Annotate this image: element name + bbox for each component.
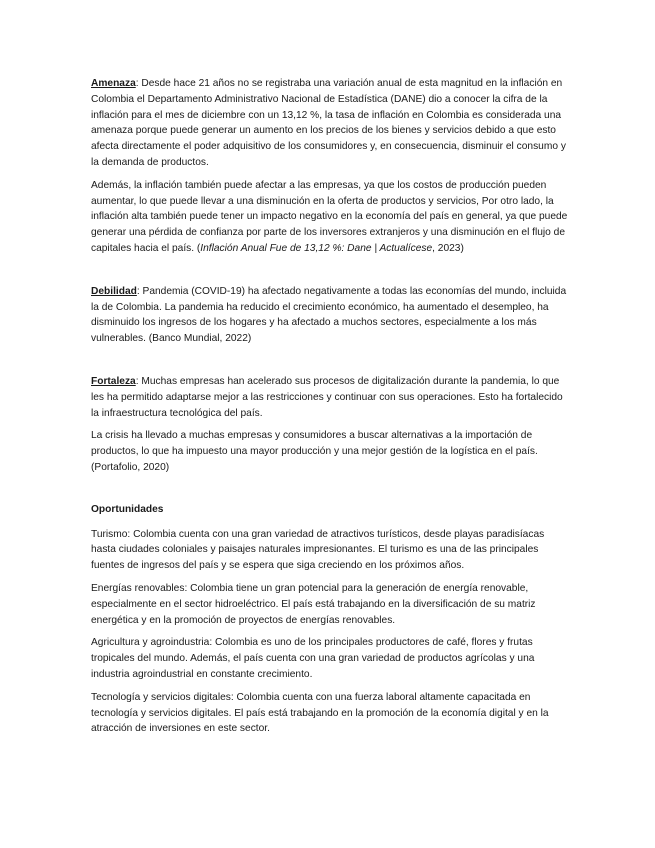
citation-end: , 2023) bbox=[432, 242, 464, 254]
amenaza-paragraph bbox=[91, 76, 569, 171]
oportunidad-item: Energías renovables: Colombia tiene un gran potencial para la generación de energía renovable, especialmente en el sector hidroeléctrico. El país está trabajando en la diversificación de su matriz energética y en la promoción de proyectos de energías renovables. bbox=[91, 582, 536, 626]
document-body bbox=[91, 76, 569, 744]
crisis-text: La crisis ha llevado a muchas empresas y consumidores a buscar alternativas a la importación de productos, lo que ha impuesto una mayor producción y una mejor gestión de la logística en el país. (Portafolio, 2020) bbox=[91, 430, 538, 473]
crisis-paragraph bbox=[91, 428, 569, 475]
debilidad-label: Debilidad bbox=[91, 285, 137, 297]
oportunidad-item: Turismo: Colombia cuenta con una gran variedad de atractivos turísticos, desde playas paradisíacas hasta ciudades coloniales y paisajes naturales impresionantes. El turismo es una de las principales fuentes de ingresos del país y se espera que siga creciendo en los próximos años. bbox=[91, 528, 545, 572]
citation-title: Inflación Anual Fue de 13,12 %: Dane | Actualícese bbox=[200, 242, 433, 254]
amenaza-text: : Desde hace 21 años no se registraba una variación anual de esta magnitud en la inflación en Colombia el Departamento Administrativo Nacional de Estadística (DANE) dio a conocer la cifra de la inflación para el mes de diciembre con un 13,12 %, la tasa de inflación en Colombia es considerada una amenaza porque puede generar un aumento en los precios de los bienes y servicios debido a que esto afecta directamente el poder adquisitivo de los consumidores y, en consecuencia, disminuir el consumo y la demanda de productos. bbox=[91, 78, 566, 168]
fortaleza-paragraph bbox=[91, 374, 569, 421]
fortaleza-label: Fortaleza bbox=[91, 375, 136, 387]
fortaleza-text: : Muchas empresas han acelerado sus procesos de digitalización durante la pandemia, lo que les ha permitido adaptarse mejor a las restricciones y continuar con sus operaciones. Esto ha fortalecido la infraestructura tecnológica del país. bbox=[91, 375, 563, 419]
debilidad-paragraph bbox=[91, 284, 569, 347]
empresas-text: Además, la inflación también puede afectar a las empresas, ya que los costos de producción pueden aumentar, lo que puede llevar a una disminución en la oferta de productos y servicios, Por otro lado, la inflación alta también puede tener un impacto negativo en la economía del país en general, ya que puede generar una pérdida de confianza por parte de los inversores extranjeros y una disminución en el flujo de capitales hacia el país. ( bbox=[91, 179, 568, 254]
empresas-paragraph bbox=[91, 178, 569, 257]
amenaza-label: Amenaza bbox=[91, 78, 136, 89]
oportunidad-item: Tecnología y servicios digitales: Colombia cuenta con una fuerza laboral altamente capacitada en tecnología y servicios digitales. El país está trabajando en la promoción de la economía digital y en la atracción de inversiones en este sector. bbox=[91, 691, 549, 735]
oportunidad-item: Agricultura y agroindustria: Colombia es uno de los principales productores de café, flores y frutas tropicales del mundo. Además, el país cuenta con una gran variedad de productos agrícolas y una industria agroindustrial en constante crecimiento. bbox=[91, 637, 535, 680]
oportunidades-heading: Oportunidades bbox=[91, 503, 164, 515]
debilidad-text: : Pandemia (COVID-19) ha afectado negativamente a todas las economías del mundo, incluida la de Colombia. La pandemia ha reducido el crecimiento económico, ha aumentado el desempleo, ha disminuido los ingresos de los hogares y ha afectado a muchos sectores, especialmente a los más vulnerables. (Banco Mundial, 2022) bbox=[91, 285, 567, 345]
